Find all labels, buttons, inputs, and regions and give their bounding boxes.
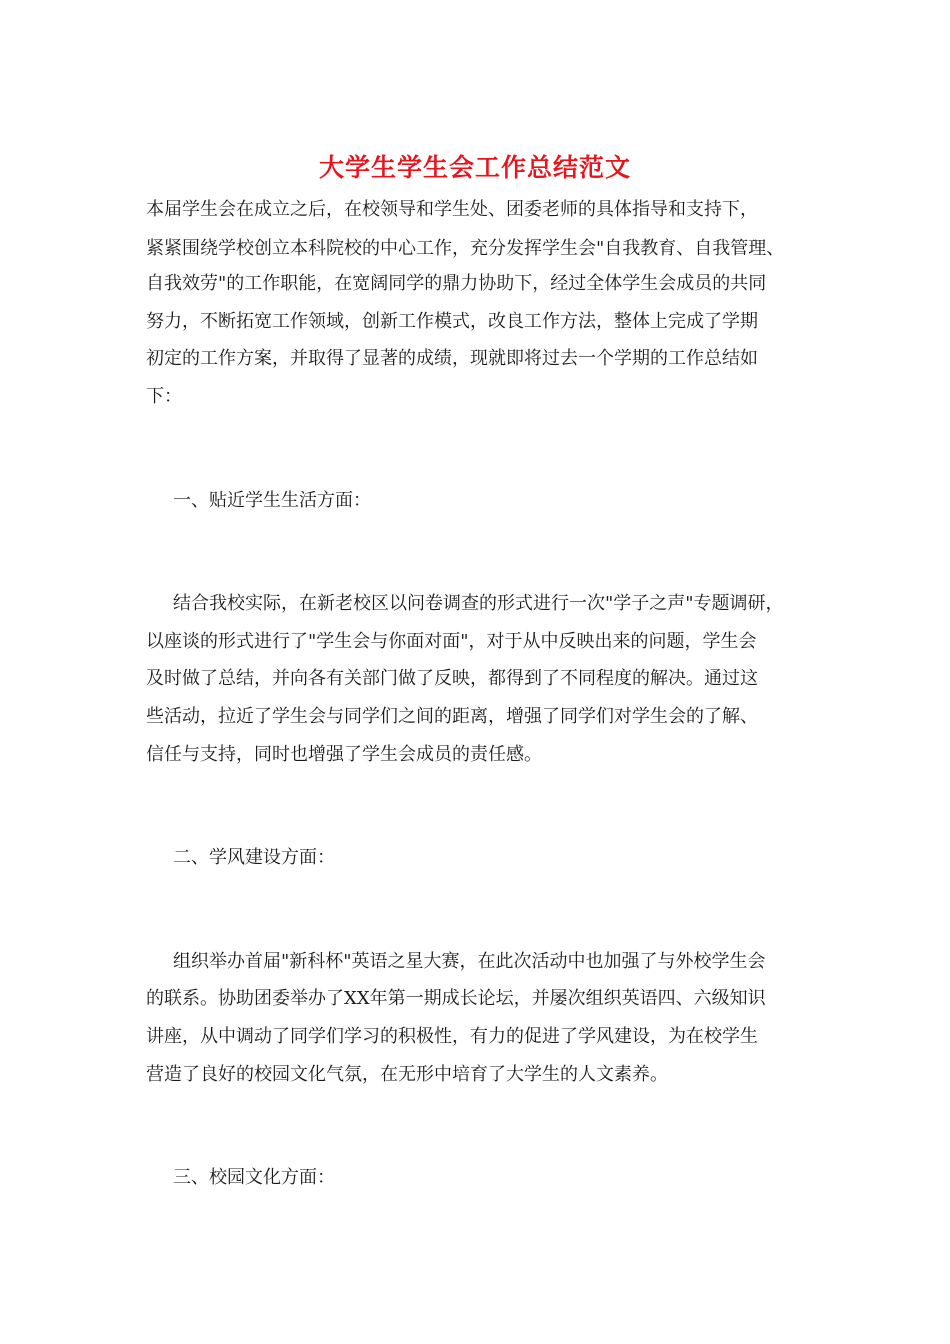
section2-line-2: 的联系。协助团委举办了XX年第一期成长论坛，并屡次组织英语四、六级知识: [146, 988, 766, 1009]
section1-line-3: 及时做了总结，并向各有关部门做了反映，都得到了不同程度的解决。通过这: [146, 668, 758, 689]
section1-line-1: 结合我校实际，在新老校区以问卷调查的形式进行一次"学子之声"专题调研，: [173, 593, 784, 614]
section-heading-3: 三、校园文化方面：: [173, 1167, 335, 1188]
section2-line-1: 组织举办首届"新科杯"英语之星大赛，在此次活动中也加强了与外校学生会: [173, 951, 766, 972]
intro-line-5: 初定的工作方案，并取得了显著的成绩，现就即将过去一个学期的工作总结如: [146, 348, 758, 369]
section1-line-2: 以座谈的形式进行了"学生会与你面对面"，对于从中反映出来的问题，学生会: [146, 631, 757, 652]
intro-line-2: 紧紧围绕学校创立本科院校的中心工作，充分发挥学生会"自我教育、自我管理、: [146, 238, 785, 259]
intro-line-6: 下：: [146, 386, 182, 407]
section2-line-3: 讲座，从中调动了同学们学习的积极性，有力的促进了学风建设，为在校学生: [146, 1026, 758, 1047]
document-title: 大学生学生会工作总结范文: [318, 153, 631, 182]
intro-line-1: 本届学生会在成立之后，在校领导和学生处、团委老师的具体指导和支持下，: [146, 199, 758, 220]
intro-line-4: 努力，不断拓宽工作领域，创新工作模式，改良工作方法，整体上完成了学期: [146, 311, 758, 332]
section1-line-4: 些活动，拉近了学生会与同学们之间的距离，增强了同学们对学生会的了解、: [146, 706, 758, 727]
section2-line-4: 营造了良好的校园文化气氛，在无形中培育了大学生的人文素养。: [146, 1064, 668, 1085]
section-heading-1: 一、贴近学生生活方面：: [173, 490, 371, 511]
section-heading-2: 二、学风建设方面：: [173, 847, 335, 868]
intro-line-3: 自我效劳"的工作职能，在宽阔同学的鼎力协助下，经过全体学生会成员的共同: [146, 273, 767, 294]
section1-line-5: 信任与支持，同时也增强了学生会成员的责任感。: [146, 744, 542, 765]
